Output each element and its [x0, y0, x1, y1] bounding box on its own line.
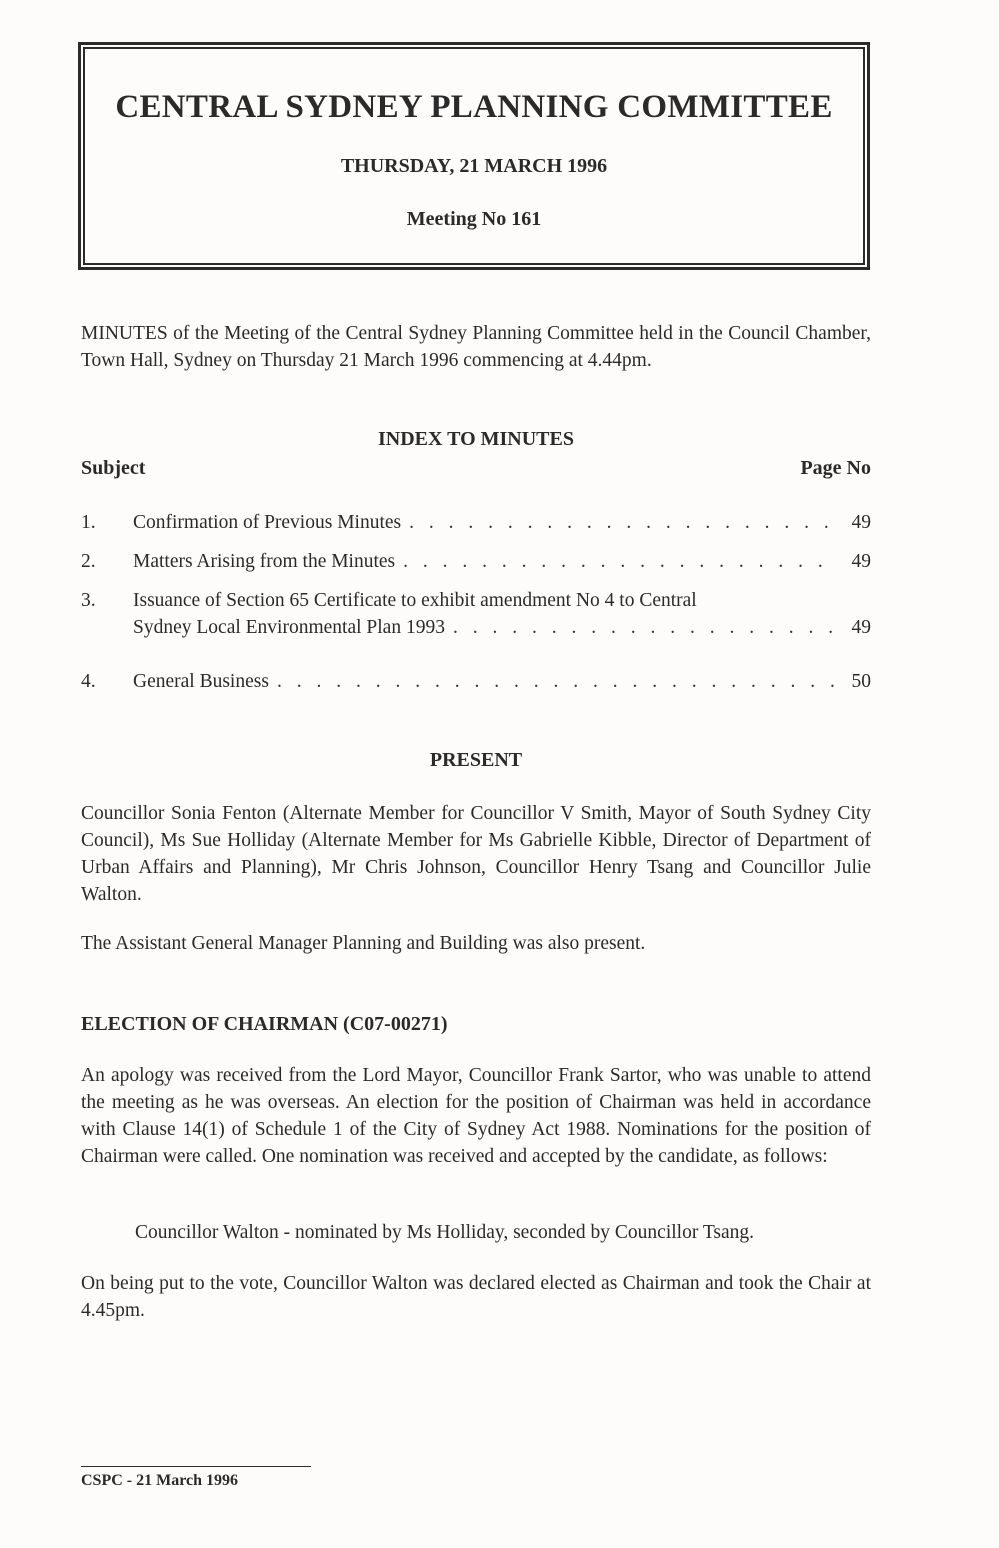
intro-paragraph: MINUTES of the Meeting of the Central Sydney Planning Committee held in the Council Chamber, Town Hall, Sydney on Thursday 21 March 1996 commencing at 4.44pm. — [81, 323, 871, 371]
index-item-page: 50 — [851, 671, 871, 692]
index-item-page: 49 — [851, 551, 871, 572]
election-heading: ELECTION OF CHAIRMAN (C07-00271) — [81, 1013, 448, 1035]
index-item-text-line1: Issuance of Section 65 Certificate to exhibit amendment No 4 to Central — [133, 590, 697, 611]
leader-dots — [409, 509, 839, 536]
index-subject-label: Subject — [81, 457, 146, 479]
committee-title: CENTRAL SYDNEY PLANNING COMMITTEE — [115, 89, 833, 125]
leader-dots — [453, 614, 839, 641]
index-item-page: 49 — [851, 617, 871, 638]
index-page-label: Page No — [800, 457, 871, 479]
vote-paragraph: On being put to the vote, Councillor Walton was declared elected as Chairman and took the Chair at 4.45pm. — [81, 1273, 871, 1321]
index-item-text: Sydney Local Environmental Plan 1993 — [133, 617, 445, 638]
leader-dots — [403, 548, 839, 575]
title-box — [78, 42, 870, 270]
index-item-text: General Business — [133, 671, 269, 692]
index-item-text: Confirmation of Previous Minutes — [133, 512, 402, 533]
index-item-text: Matters Arising from the Minutes — [133, 551, 396, 572]
footer-reference: CSPC - 21 March 1996 — [81, 1472, 239, 1489]
present-also: The Assistant General Manager Planning and Building was also present. — [81, 933, 646, 954]
index-item-number: 1. — [81, 512, 96, 533]
index-heading: INDEX TO MINUTES — [378, 428, 574, 450]
election-paragraph: An apology was received from the Lord Mayor, Councillor Frank Sartor, who was unable to attend the meeting as he was overseas. An election for the position of Chairman was held in accordance with Clause 14(1) of Schedule 1 of the City of Sydney Act 1988. Nominations for the position of Chairman were called. One nomination was received and accepted by the candidate, as follows: — [81, 1065, 871, 1167]
meeting-number: Meeting No 161 — [406, 208, 542, 230]
index-item-number: 4. — [81, 671, 96, 692]
footer-rule — [81, 1466, 311, 1467]
index-item-number: 3. — [81, 590, 96, 611]
leader-dots — [277, 668, 839, 695]
nomination-line: Councillor Walton - nominated by Ms Holliday, seconded by Councillor Tsang. — [135, 1222, 755, 1243]
present-heading: PRESENT — [429, 749, 523, 771]
present-members: Councillor Sonia Fenton (Alternate Member for Councillor V Smith, Mayor of South Sydney City Council), Ms Sue Holliday (Alternate Member for Ms Gabrielle Kibble, Director of Department of Urban Affairs and Planning), Mr Chris Johnson, Councillor Henry Tsang and Councillor Julie Walton. — [81, 803, 871, 905]
index-item-number: 2. — [81, 551, 96, 572]
index-item-page: 49 — [851, 512, 871, 533]
meeting-date: THURSDAY, 21 MARCH 1996 — [340, 155, 608, 177]
